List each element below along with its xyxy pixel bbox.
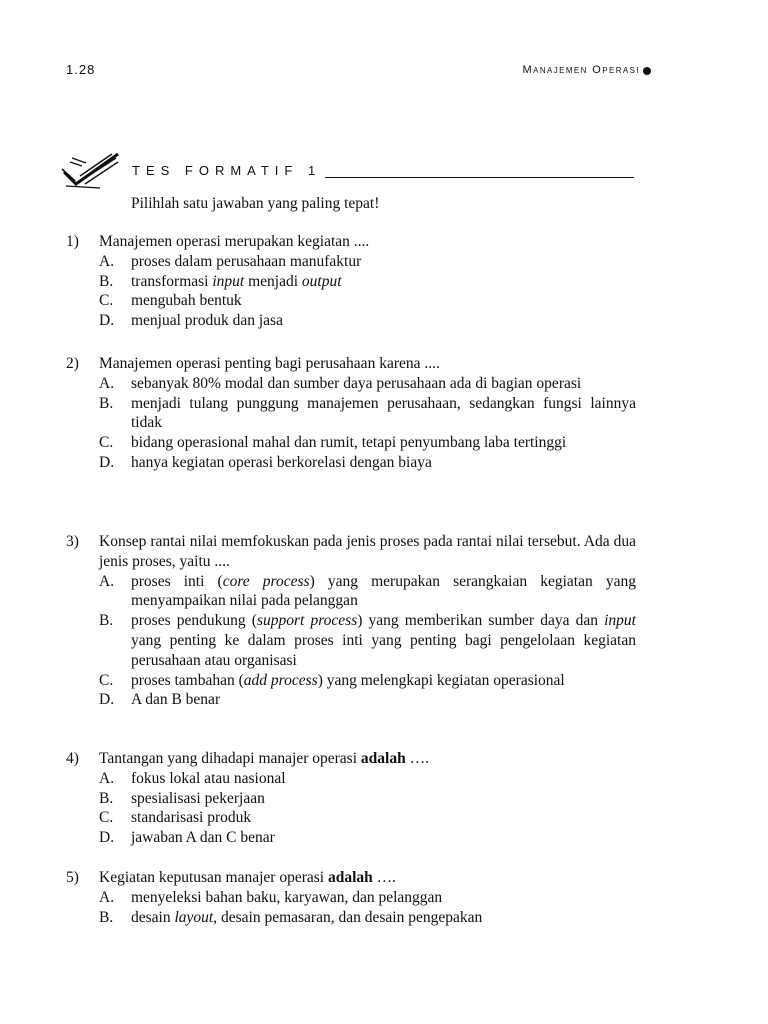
text-run: menyeleksi bahan baku, karyawan, dan pelanggan: [131, 888, 443, 906]
text-run: A dan B benar: [131, 691, 221, 709]
option-b: [99, 272, 636, 292]
text-run: Manajemen operasi merupakan kegiatan ....: [99, 233, 370, 250]
text-run: proses dalam perusahaan manufaktur: [131, 252, 362, 270]
option-d: [99, 828, 636, 848]
option-text: [131, 671, 636, 691]
italic-run: input: [604, 612, 636, 630]
option-c: [99, 291, 636, 311]
italic-run: support process: [256, 612, 358, 630]
text-run: spesialisasi pekerjaan: [131, 789, 265, 807]
option-c: [99, 433, 636, 453]
option-letter: B.: [99, 394, 114, 412]
text-run: mengubah bentuk: [131, 292, 242, 310]
question-stem: [99, 232, 636, 252]
option-letter: C.: [99, 809, 114, 827]
option-text: [131, 888, 636, 908]
text-run: ) yang melengkapi kegiatan operasional: [317, 671, 565, 689]
text-run: menjual produk dan jasa: [131, 312, 283, 330]
text-run: ) yang merupakan serangkaian kegiatan yang menyampaikan nilai pada pelanggan: [131, 572, 636, 610]
bold-run: adalah: [360, 750, 406, 767]
text-run: proses inti (: [131, 572, 223, 590]
option-text: [131, 252, 636, 272]
option-a: [99, 374, 636, 394]
instruction-text: Pilihlah satu jawaban yang paling tepat!: [131, 195, 380, 212]
italic-run: output: [301, 272, 342, 290]
option-letter: A.: [99, 374, 115, 392]
option-a: [99, 572, 636, 612]
option-letter: A.: [99, 252, 115, 270]
text-run: menjadi: [244, 272, 302, 290]
option-c: [99, 808, 636, 828]
option-letter: A.: [99, 572, 115, 590]
option-letter: D.: [99, 829, 115, 847]
option-a: [99, 769, 636, 789]
text-run: ….: [372, 869, 397, 886]
text-run: fokus lokal atau nasional: [131, 769, 286, 787]
option-text: [131, 453, 636, 473]
italic-run: add process: [243, 671, 318, 689]
italic-run: core process: [222, 572, 310, 590]
option-d: [99, 690, 636, 710]
text-run: ….: [405, 750, 429, 767]
text-run: Kegiatan keputusan manajer operasi: [99, 869, 328, 886]
italic-run: input: [212, 272, 245, 290]
text-run: , desain pemasaran, dan desain pengepakan: [213, 908, 483, 926]
option-b: [99, 908, 636, 928]
option-text: [131, 311, 636, 331]
question-number: 5): [66, 869, 79, 886]
question-number: 2): [66, 355, 79, 372]
text-run: proses pendukung (: [131, 612, 257, 630]
question-number: 1): [66, 233, 79, 250]
option-letter: A.: [99, 769, 115, 787]
option-d: [99, 453, 636, 473]
option-letter: D.: [99, 453, 115, 471]
italic-run: layout: [174, 908, 214, 926]
option-letter: C.: [99, 292, 114, 310]
option-d: [99, 311, 636, 331]
text-run: bidang operasional mahal dan rumit, tetapi penyumbang laba tertinggi: [131, 434, 567, 452]
section-title: TES FORMATIF 1: [132, 163, 322, 178]
option-letter: B.: [99, 272, 114, 290]
option-letter: D.: [99, 312, 115, 330]
option-letter: D.: [99, 691, 115, 709]
question-1: [66, 232, 636, 331]
text-run: yang penting ke dalam proses inti yang penting bagi pengelolaan kegiatan perusahaan atau organisasi: [131, 631, 636, 669]
title-underline: [325, 177, 634, 178]
question-stem: [99, 532, 636, 572]
bold-run: adalah: [327, 869, 373, 886]
text-run: ) yang memberikan sumber daya dan: [357, 612, 605, 630]
option-letter: A.: [99, 888, 115, 906]
option-text: [131, 808, 636, 828]
option-text: [131, 272, 636, 292]
option-letter: B.: [99, 908, 114, 926]
option-letter: B.: [99, 789, 114, 807]
option-text: [131, 828, 636, 848]
text-run: proses tambahan (: [131, 671, 244, 689]
question-4: [66, 749, 636, 848]
option-text: [131, 433, 636, 453]
option-text: [131, 789, 636, 809]
option-letter: B.: [99, 612, 114, 630]
question-5: [66, 868, 636, 927]
option-letter: C.: [99, 671, 114, 689]
running-title: Manajemen Operasi: [522, 64, 640, 76]
text-run: standarisasi produk: [131, 809, 252, 827]
option-a: [99, 252, 636, 272]
option-b: [99, 789, 636, 809]
text-run: jawaban A dan C benar: [131, 829, 275, 847]
text-run: Konsep rantai nilai memfokuskan pada jenis proses pada rantai nilai tersebut. Ada dua jenis proses, yaitu ....: [99, 533, 636, 570]
bullet-icon: [643, 67, 651, 75]
text-run: desain: [131, 908, 175, 926]
question-stem: [99, 749, 636, 769]
text-run: Manajemen operasi penting bagi perusahaan karena ....: [99, 355, 440, 372]
option-text: [131, 690, 636, 710]
option-text: [131, 908, 636, 928]
question-number: 3): [66, 533, 79, 550]
question-stem: [99, 868, 636, 888]
question-2: [66, 354, 636, 473]
option-text: [131, 374, 636, 394]
question-number: 4): [66, 750, 79, 767]
text-run: sebanyak 80% modal dan sumber daya perusahaan ada di bagian operasi: [131, 374, 582, 392]
text-run: hanya kegiatan operasi berkorelasi dengan biaya: [131, 453, 432, 471]
option-text: [131, 769, 636, 789]
option-b: [99, 394, 636, 434]
text-run: menjadi tulang punggung manajemen perusahaan, sedangkan fungsi lainnya tidak: [131, 394, 636, 432]
option-text: [131, 572, 636, 612]
option-c: [99, 671, 636, 691]
option-b: [99, 611, 636, 670]
question-3: [66, 532, 636, 710]
option-a: [99, 888, 636, 908]
option-text: [131, 291, 636, 311]
checklist-icon: [60, 150, 122, 190]
question-stem: [99, 354, 636, 374]
option-text: [131, 611, 636, 670]
text-run: Tantangan yang dihadapi manajer operasi: [99, 750, 361, 767]
option-letter: C.: [99, 434, 114, 452]
text-run: transformasi: [131, 272, 213, 290]
page-number: 1.28: [66, 62, 96, 77]
option-text: [131, 394, 636, 434]
